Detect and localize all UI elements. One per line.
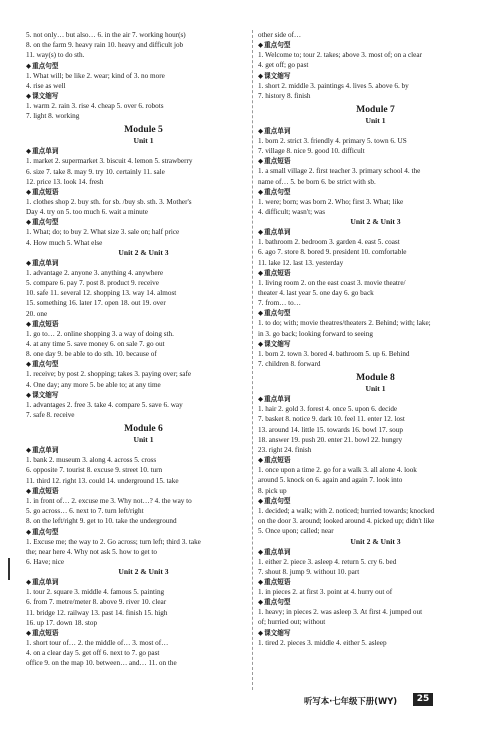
- answer-line: 6. size 7. take 8. may 9. try 10. certainly 11. sale: [26, 167, 165, 176]
- answer-line: Day 4. try on 5. too much 6. wait a minute: [26, 208, 148, 217]
- answer-line: 7. from… to…: [258, 299, 301, 308]
- section-label: 重点句型: [264, 598, 291, 607]
- answer-line: around 5. knock on 6. again and again 7. look into: [258, 476, 403, 485]
- answer-line: 1. once upon a time 2. go for a walk 3. all alone 4. look: [258, 466, 417, 475]
- diamond-bullet-icon: ◆: [258, 339, 264, 348]
- section-heading: [258, 126, 493, 136]
- page-number: 25: [413, 693, 433, 706]
- answer-line: 1. to do; with; movie theatres/theaters 2. Behind; with; lake;: [258, 319, 431, 328]
- diamond-bullet-icon: ◆: [26, 147, 32, 156]
- section-heading: [26, 61, 261, 71]
- unit-heading: Unit 2 & Unit 3: [350, 536, 401, 546]
- diamond-bullet-icon: ◆: [26, 628, 32, 637]
- unit-heading: Unit 1: [133, 435, 154, 445]
- answer-line: 1. either 2. piece 3. asleep 4. return 5. cry 6. bed: [258, 557, 397, 566]
- section-heading: [258, 628, 493, 638]
- section-heading: [258, 227, 493, 237]
- answer-line: 1. advantage 2. anyone 3. anything 4. anywhere: [26, 268, 164, 277]
- answer-line: 4. on a clear day 5. get off 6. next to 7. go past: [26, 649, 160, 658]
- section-heading: [26, 91, 261, 101]
- answer-line: 8. pick up: [258, 486, 287, 495]
- diamond-bullet-icon: ◆: [26, 61, 32, 70]
- answer-line: 8. on the farm 9. heavy rain 10. heavy and difficult job: [26, 41, 184, 50]
- answer-line: 1. bathroom 2. bedroom 3. garden 4. east 5. coast: [258, 238, 400, 247]
- module-heading: Module 8: [356, 372, 395, 384]
- section-heading: [26, 445, 261, 455]
- margin-mark: [8, 558, 10, 580]
- section-heading: [26, 217, 261, 227]
- section-label: 重点句型: [32, 527, 59, 536]
- answer-line: 1. Excuse me; the way to 2. Go across; turn left; third 3. take: [26, 537, 201, 546]
- diamond-bullet-icon: ◆: [258, 268, 264, 277]
- module-heading: Module 5: [124, 124, 163, 136]
- section-label: 课文缩写: [32, 92, 59, 101]
- section-label: 重点句型: [264, 309, 291, 318]
- unit-heading: Unit 1: [365, 384, 386, 394]
- section-heading: [26, 319, 261, 329]
- answer-line: 1. decided; a walk; with 2. noticed; hurried towards; knocked: [258, 506, 435, 515]
- answer-line: 5. go across… 6. next to 7. turn left/right: [26, 507, 144, 516]
- section-heading: [258, 339, 493, 349]
- section-label: 重点句型: [32, 218, 59, 227]
- section-label: 重点句型: [264, 187, 291, 196]
- answer-line: 5. compare 6. pay 7. post 8. product 9. receive: [26, 279, 159, 288]
- answer-line: the; near here 4. Why not ask 5. how to get to: [26, 547, 158, 556]
- diamond-bullet-icon: ◆: [258, 187, 264, 196]
- answer-line: 1. living room 2. on the east coast 3. movie theatre/: [258, 278, 406, 287]
- right-column: [258, 30, 493, 648]
- answer-line: 1. short tour of… 2. the middle of… 3. most of…: [26, 638, 169, 647]
- section-heading: [258, 156, 493, 166]
- section-label: 课文缩写: [32, 390, 59, 399]
- section-heading: [258, 394, 493, 404]
- section-heading: [26, 359, 261, 369]
- section-label: 重点单词: [32, 446, 59, 455]
- answer-line: 4. How much 5. What else: [26, 238, 103, 247]
- answer-line: 1. hair 2. gold 3. forest 4. once 5. upon 6. decide: [258, 405, 398, 414]
- answer-line: 5. not only… but also… 6. in the air 7. working hour(s): [26, 31, 186, 39]
- answer-line: office 9. on the map 10. between… and… 11. on the: [26, 659, 177, 668]
- answer-line: 4. get off; go past: [258, 61, 309, 70]
- section-label: 重点单词: [32, 258, 59, 267]
- answer-line: 1. Welcome to; tour 2. takes; above 3. most of; on a clear: [258, 51, 422, 60]
- answer-line: in 3. go back; looking forward to seeing: [258, 329, 373, 338]
- answer-line: 7. safe 8. receive: [26, 411, 75, 420]
- answer-line: 12. price 13. look 14. fresh: [26, 177, 104, 186]
- section-label: 重点短语: [264, 456, 291, 465]
- section-label: 重点单词: [264, 127, 291, 136]
- section-heading: [258, 577, 493, 587]
- answer-line: 7. village 8. nice 9. good 10. difficult: [258, 147, 365, 156]
- diamond-bullet-icon: ◆: [258, 71, 264, 80]
- answer-line: 8. one day 9. be able to do sth. 10. because of: [26, 350, 157, 359]
- answer-line: 1. heavy; in pieces 2. was asleep 3. At first 4. jumped out: [258, 608, 423, 617]
- answer-line: 4. rise as well: [26, 81, 66, 90]
- diamond-bullet-icon: ◆: [258, 127, 264, 136]
- diamond-bullet-icon: ◆: [26, 446, 32, 455]
- left-column: [26, 30, 264, 669]
- answer-line: 18. answer 19. push 20. enter 21. bowl 22. hungry: [258, 435, 403, 444]
- diamond-bullet-icon: ◆: [26, 486, 32, 495]
- answer-line: name of… 5. be born 6. be strict with sb.: [258, 177, 376, 186]
- answer-line: 10. safe 11. several 12. shopping 13. way 14. almost: [26, 289, 177, 298]
- section-heading: [258, 597, 493, 607]
- diamond-bullet-icon: ◆: [258, 41, 264, 50]
- diamond-bullet-icon: ◆: [258, 157, 264, 166]
- answer-line: 1. born 2. strict 3. friendly 4. primary 5. town 6. US: [258, 137, 407, 146]
- section-heading: [26, 390, 261, 400]
- diamond-bullet-icon: ◆: [258, 577, 264, 586]
- section-label: 重点短语: [264, 268, 291, 277]
- answer-line: 6. Have; nice: [26, 557, 65, 566]
- section-label: 重点短语: [32, 319, 59, 328]
- section-heading: [258, 187, 493, 197]
- section-label: 重点句型: [264, 41, 291, 50]
- section-heading: [258, 496, 493, 506]
- answer-line: other side of…: [258, 31, 302, 39]
- section-label: 重点句型: [32, 360, 59, 369]
- answer-line: 20. one: [26, 309, 48, 318]
- answer-line: 11. bridge 12. railway 13. past 14. finish 15. high: [26, 608, 168, 617]
- section-label: 重点短语: [264, 157, 291, 166]
- diamond-bullet-icon: ◆: [26, 527, 32, 536]
- section-heading: [26, 628, 264, 638]
- answer-line: 1. bank 2. museum 3. along 4. across 5. cross: [26, 456, 157, 465]
- answer-line: 15. something 16. later 17. open 18. out 19. over: [26, 299, 166, 308]
- diamond-bullet-icon: ◆: [258, 547, 264, 556]
- diamond-bullet-icon: ◆: [258, 228, 264, 237]
- answer-line: 1. What will; be like 2. wear; kind of 3. no more: [26, 71, 165, 80]
- section-heading: [258, 71, 493, 81]
- diamond-bullet-icon: ◆: [258, 496, 264, 505]
- answer-line: 7. shout 8. jump 9. without 10. part: [258, 567, 360, 576]
- answer-line: 1. warm 2. rain 3. rise 4. cheap 5. over 6. robots: [26, 102, 164, 111]
- diamond-bullet-icon: ◆: [26, 218, 32, 227]
- answer-line: 1. were; born; was born 2. Who; first 3. What; like: [258, 197, 404, 206]
- section-label: 重点短语: [264, 577, 291, 586]
- unit-heading: Unit 2 & Unit 3: [118, 567, 169, 577]
- section-heading: [258, 268, 493, 278]
- section-heading: [26, 187, 264, 197]
- unit-heading: Unit 1: [133, 136, 154, 146]
- diamond-bullet-icon: ◆: [258, 456, 264, 465]
- section-heading: [26, 258, 261, 268]
- section-label: 重点单词: [32, 147, 59, 156]
- answer-line: 1. go to… 2. online shopping 3. a way of doing sth.: [26, 329, 174, 338]
- section-label: 重点单词: [264, 395, 291, 404]
- unit-heading: Unit 2 & Unit 3: [350, 217, 401, 227]
- answer-line: on the door 3. around; looked around 4. picked up; didn't like: [258, 517, 435, 526]
- section-heading: [258, 308, 493, 318]
- diamond-bullet-icon: ◆: [26, 188, 32, 197]
- answer-line: 1. in front of… 2. excuse me 3. Why not…? 4. the way to: [26, 496, 192, 505]
- section-label: 重点单词: [264, 547, 291, 556]
- answer-line: 16. up 17. down 18. stop: [26, 618, 98, 627]
- section-heading: [26, 146, 261, 156]
- diamond-bullet-icon: ◆: [26, 92, 32, 101]
- diamond-bullet-icon: ◆: [258, 309, 264, 318]
- diamond-bullet-icon: ◆: [258, 395, 264, 404]
- module-heading: Module 6: [124, 423, 163, 435]
- diamond-bullet-icon: ◆: [26, 258, 32, 267]
- answer-line: 1. What; do; to buy 2. What size 3. sale on; half price: [26, 228, 180, 237]
- section-heading: [258, 547, 493, 557]
- answer-line: 6. ago 7. store 8. bored 9. president 10. comfortable: [258, 248, 407, 257]
- section-heading: [258, 40, 493, 50]
- module-heading: Module 7: [356, 104, 395, 116]
- diamond-bullet-icon: ◆: [258, 598, 264, 607]
- section-label: 课文缩写: [264, 628, 291, 637]
- answer-line: 7. basket 8. notice 9. dark 10. feel 11. enter 12. lost: [258, 415, 405, 424]
- answer-line: 1. receive; by post 2. shopping; takes 3. paying over; safe: [26, 370, 192, 379]
- answer-line: 1. short 2. middle 3. paintings 4. lives 5. above 6. by: [258, 81, 409, 90]
- diamond-bullet-icon: ◆: [26, 360, 32, 369]
- answer-line: 1. tour 2. square 3. middle 4. famous 5. painting: [26, 588, 165, 597]
- section-label: 课文缩写: [264, 339, 291, 348]
- answer-line: 8. on the left/right 9. get to 10. take the underground: [26, 517, 177, 526]
- answer-line: 1. born 2. town 3. bored 4. bathroom 5. up 6. Behind: [258, 349, 410, 358]
- diamond-bullet-icon: ◆: [26, 319, 32, 328]
- answer-line: 4. at any time 5. save money 6. on sale 7. go out: [26, 340, 165, 349]
- book-title: 听写本·七年级下册(WY): [304, 696, 398, 706]
- section-label: 重点短语: [32, 486, 59, 495]
- answer-line: 1. advantages 2. free 3. take 4. compare 5. save 6. way: [26, 400, 183, 409]
- unit-heading: Unit 1: [365, 116, 386, 126]
- answer-line: theater 4. last year 5. one day 6. go back: [258, 289, 374, 298]
- section-label: 重点句型: [32, 61, 59, 70]
- answer-line: 6. from 7. metre/meter 8. above 9. river 10. clear: [26, 598, 167, 607]
- section-label: 重点单词: [32, 578, 59, 587]
- answer-line: 1. clothes shop 2. buy sth. for sb. /buy sb. sth. 3. Mother's: [26, 198, 192, 207]
- answer-line: 23. right 24. finish: [258, 446, 312, 455]
- answer-line: 13. around 14. little 15. towards 16. bowl 17. soup: [258, 425, 403, 434]
- answer-line: 1. tired 2. pieces 3. middle 4. either 5. asleep: [258, 638, 387, 647]
- section-heading: [26, 527, 261, 537]
- unit-heading: Unit 2 & Unit 3: [118, 247, 169, 257]
- section-label: 课文缩写: [264, 71, 291, 80]
- diamond-bullet-icon: ◆: [26, 578, 32, 587]
- section-heading: [26, 577, 264, 587]
- diamond-bullet-icon: ◆: [258, 628, 264, 637]
- answer-line: 7. children 8. forward: [258, 360, 321, 369]
- answer-line: 4. difficult; wasn't; was: [258, 208, 326, 217]
- column-divider: [252, 30, 254, 690]
- section-heading: [258, 455, 493, 465]
- answer-line: 7. history 8. finish: [258, 91, 311, 100]
- section-label: 重点句型: [264, 496, 291, 505]
- answer-line: 7. light 8. working: [26, 112, 80, 121]
- answer-line: 1. a small village 2. first teacher 3. primary school 4. the: [258, 167, 421, 176]
- answer-line: 11. third 12. right 13. could 14. underground 15. take: [26, 476, 179, 485]
- answer-line: 4. One day; any more 5. be able to; at any time: [26, 380, 161, 389]
- answer-line: 11. way(s) to do sth.: [26, 51, 85, 60]
- answer-line: of; hurried out; without: [258, 618, 326, 627]
- section-label: 重点单词: [264, 228, 291, 237]
- answer-line: 1. in pieces 2. at first 3. point at 4. hurry out of: [258, 587, 393, 596]
- section-heading: [26, 486, 261, 496]
- section-label: 重点短语: [32, 628, 59, 637]
- answer-line: 5. Once upon; called; near: [258, 527, 334, 536]
- section-label: 重点短语: [32, 188, 59, 197]
- answer-line: 6. opposite 7. tourist 8. excuse 9. street 10. turn: [26, 466, 163, 475]
- answer-line: 11. lake 12. last 13. yesterday: [258, 258, 344, 267]
- answer-line: 1. market 2. supermarket 3. biscuit 4. lemon 5. strawberry: [26, 157, 193, 166]
- diamond-bullet-icon: ◆: [26, 390, 32, 399]
